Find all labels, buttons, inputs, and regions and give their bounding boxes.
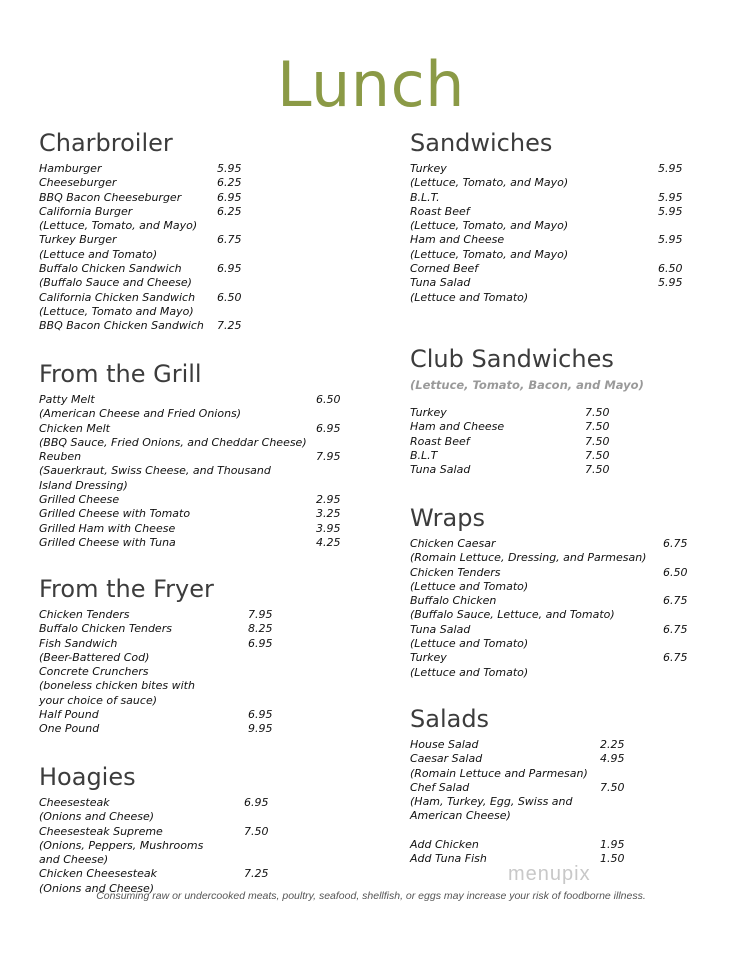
item-name: Roast Beef bbox=[410, 204, 470, 218]
menu-item-description bbox=[39, 464, 359, 478]
item-price: 6.50 bbox=[217, 290, 242, 304]
item-name: (American Cheese and Fried Onions) bbox=[39, 407, 242, 421]
item-name: (Onions and Cheese) bbox=[39, 881, 155, 895]
item-price: 6.95 bbox=[248, 708, 273, 722]
menu-item bbox=[39, 825, 359, 839]
menu-item bbox=[39, 291, 359, 305]
item-price: 6.25 bbox=[217, 176, 242, 190]
menu-item bbox=[410, 406, 710, 420]
item-name: Reuben bbox=[39, 450, 82, 464]
item-name: Add Tuna Fish bbox=[410, 852, 487, 866]
item-name: (Buffalo Sauce and Cheese) bbox=[39, 276, 192, 290]
item-list bbox=[39, 162, 359, 334]
menu-item-description bbox=[410, 176, 710, 190]
menu-item bbox=[39, 233, 359, 247]
item-name: (Onions and Cheese) bbox=[39, 810, 155, 824]
menu-item-description bbox=[39, 679, 359, 693]
item-name: (Lettuce and Tomato) bbox=[410, 579, 529, 593]
menu-item-description bbox=[410, 767, 710, 781]
item-price: 9.95 bbox=[248, 722, 273, 736]
item-price: 6.75 bbox=[663, 594, 688, 608]
item-name: (Lettuce and Tomato) bbox=[410, 637, 529, 651]
item-price: 7.50 bbox=[585, 406, 610, 419]
item-name: California Burger bbox=[39, 204, 133, 218]
section-charbroiler bbox=[39, 128, 359, 334]
page-title: Lunch bbox=[277, 48, 465, 121]
item-name: Chicken Cheesesteak bbox=[39, 867, 157, 881]
menu-item-description bbox=[410, 637, 710, 651]
menu-item bbox=[39, 493, 359, 507]
item-name: Chicken Tenders bbox=[410, 565, 501, 579]
section-heading: From the Fryer bbox=[39, 575, 214, 603]
item-name: (Beer-Battered Cod) bbox=[39, 650, 150, 664]
item-name: Buffalo Chicken bbox=[410, 594, 497, 608]
section-wraps bbox=[410, 503, 710, 680]
menu-item-description bbox=[410, 608, 710, 622]
item-list bbox=[410, 738, 710, 867]
item-name: your choice of sauce) bbox=[39, 693, 157, 707]
menu-item bbox=[39, 522, 359, 536]
item-price: 6.75 bbox=[217, 233, 242, 247]
menu-item bbox=[39, 262, 359, 276]
item-price: 4.25 bbox=[316, 535, 341, 549]
item-name: B.L.T bbox=[410, 448, 438, 462]
item-name: American Cheese) bbox=[410, 809, 511, 823]
menu-item bbox=[410, 435, 710, 449]
item-price: 7.95 bbox=[316, 450, 341, 464]
menu-item bbox=[39, 796, 359, 810]
menu-item-description bbox=[410, 824, 710, 838]
menu-item-description bbox=[39, 305, 359, 319]
menu-item bbox=[410, 233, 710, 247]
item-price: 6.95 bbox=[316, 421, 341, 435]
section-heading: Salads bbox=[410, 705, 490, 733]
menu-item bbox=[39, 205, 359, 219]
item-price: 4.95 bbox=[600, 752, 625, 766]
item-price: 5.95 bbox=[217, 162, 242, 175]
item-name: and Cheese) bbox=[39, 853, 109, 867]
section-heading: Hoagies bbox=[39, 763, 136, 791]
item-name: Corned Beef bbox=[410, 262, 479, 276]
footer-disclaimer: Consuming raw or undercooked meats, poultry, seafood, shellfish, or eggs may increase your risk of foodborne illness. bbox=[96, 890, 646, 902]
menu-item bbox=[39, 422, 359, 436]
item-price: 7.50 bbox=[585, 463, 610, 477]
item-name: Grilled Ham with Cheese bbox=[39, 521, 176, 535]
menu-item bbox=[39, 722, 359, 736]
menu-item-description bbox=[39, 853, 359, 867]
section-sandwiches bbox=[410, 128, 710, 305]
item-name: Grilled Cheese with Tomato bbox=[39, 507, 191, 521]
menu-item-description bbox=[39, 436, 359, 450]
menu-item bbox=[39, 622, 359, 636]
item-name: Fish Sandwich bbox=[39, 636, 118, 650]
item-name: Turkey bbox=[410, 651, 447, 665]
section-hoagies bbox=[39, 762, 359, 896]
item-price: 7.25 bbox=[244, 867, 269, 881]
item-name: Chef Salad bbox=[410, 780, 470, 794]
menu-item bbox=[410, 537, 710, 551]
item-list bbox=[39, 393, 359, 550]
item-price: 6.75 bbox=[663, 622, 688, 636]
item-price: 6.95 bbox=[244, 796, 269, 809]
item-price: 6.75 bbox=[663, 651, 688, 665]
item-name: Tuna Salad bbox=[410, 622, 471, 636]
item-name: Chicken Melt bbox=[39, 421, 110, 435]
item-name: Turkey Burger bbox=[39, 233, 117, 247]
menu-item bbox=[410, 463, 710, 477]
item-name: Buffalo Chicken Tenders bbox=[39, 622, 172, 636]
menu-item bbox=[410, 781, 710, 795]
item-price: 5.95 bbox=[658, 276, 683, 290]
section-salads bbox=[410, 704, 710, 867]
item-name: BBQ Bacon Chicken Sandwich bbox=[39, 319, 204, 333]
item-name: Turkey bbox=[410, 162, 447, 175]
item-list bbox=[410, 162, 710, 305]
item-price: 6.95 bbox=[217, 190, 242, 204]
menu-item bbox=[410, 838, 710, 852]
section-grill bbox=[39, 359, 359, 550]
item-name: House Salad bbox=[410, 738, 479, 751]
item-price: 6.50 bbox=[658, 262, 683, 276]
menu-item-description bbox=[410, 291, 710, 305]
item-name: Cheesesteak bbox=[39, 796, 110, 809]
menu-item bbox=[410, 191, 710, 205]
item-price: 7.50 bbox=[600, 780, 625, 794]
menu-item-description bbox=[410, 219, 710, 233]
menu-item-description bbox=[410, 809, 710, 823]
item-name: (Romain Lettuce and Parmesan) bbox=[410, 766, 588, 780]
item-name: (Romain Lettuce, Dressing, and Parmesan) bbox=[410, 551, 647, 565]
item-price: 6.95 bbox=[248, 636, 273, 650]
item-name: (BBQ Sauce, Fried Onions, and Cheddar Cheese) bbox=[39, 435, 307, 449]
menu-item-description bbox=[39, 479, 359, 493]
item-name: B.L.T. bbox=[410, 190, 440, 204]
item-name: Add Chicken bbox=[410, 838, 479, 852]
menu-item-description bbox=[410, 248, 710, 262]
section-note: (Lettuce, Tomato, Bacon, and Mayo) bbox=[410, 378, 644, 392]
item-name: Cheesesteak Supreme bbox=[39, 824, 163, 838]
item-name: Tuna Salad bbox=[410, 276, 471, 290]
section-fryer bbox=[39, 574, 359, 737]
item-name: (Lettuce, Tomato, and Mayo) bbox=[410, 176, 569, 190]
item-list bbox=[39, 796, 359, 896]
menu-item-description bbox=[39, 219, 359, 233]
item-name: Chicken Caesar bbox=[410, 537, 496, 550]
item-price: 6.75 bbox=[663, 537, 688, 550]
menu-item-description bbox=[39, 248, 359, 262]
menu-item bbox=[410, 162, 710, 176]
item-name: (Lettuce, Tomato, and Mayo) bbox=[410, 247, 569, 261]
item-price: 7.50 bbox=[585, 434, 610, 448]
menu-item bbox=[410, 566, 710, 580]
item-price: 5.95 bbox=[658, 204, 683, 218]
item-price: 8.25 bbox=[248, 622, 273, 636]
item-price: 3.95 bbox=[316, 521, 341, 535]
item-name: (Lettuce and Tomato) bbox=[39, 247, 158, 261]
item-price: 7.50 bbox=[244, 824, 269, 838]
item-name: (Buffalo Sauce, Lettuce, and Tomato) bbox=[410, 608, 615, 622]
item-price: 6.50 bbox=[663, 565, 688, 579]
menu-item bbox=[39, 162, 359, 176]
menu-item bbox=[410, 449, 710, 463]
item-price: 5.95 bbox=[658, 162, 683, 175]
watermark: menupix bbox=[508, 863, 591, 885]
item-name: (Ham, Turkey, Egg, Swiss and bbox=[410, 795, 573, 809]
item-price: 5.95 bbox=[658, 233, 683, 247]
item-name: (Sauerkraut, Swiss Cheese, and Thousand bbox=[39, 464, 271, 478]
section-heading: Wraps bbox=[410, 504, 485, 532]
item-name: Grilled Cheese with Tuna bbox=[39, 535, 176, 549]
item-name: (Lettuce, Tomato, and Mayo) bbox=[39, 219, 198, 233]
item-name: (Lettuce and Tomato) bbox=[410, 290, 529, 304]
item-name: Grilled Cheese bbox=[39, 493, 120, 507]
item-price: 2.25 bbox=[600, 738, 625, 751]
menu-item-description bbox=[410, 580, 710, 594]
menu-item bbox=[410, 276, 710, 290]
menu-item bbox=[39, 191, 359, 205]
item-price: 5.95 bbox=[658, 190, 683, 204]
item-name: California Chicken Sandwich bbox=[39, 290, 196, 304]
item-price: 7.50 bbox=[585, 448, 610, 462]
item-name: One Pound bbox=[39, 722, 100, 736]
item-name: Ham and Cheese bbox=[410, 420, 505, 434]
menu-item-description bbox=[410, 666, 710, 680]
item-name: Caesar Salad bbox=[410, 752, 483, 766]
item-price: 6.95 bbox=[217, 262, 242, 276]
menu-item bbox=[39, 637, 359, 651]
item-list bbox=[410, 406, 710, 477]
item-price: 6.50 bbox=[316, 393, 341, 406]
menu-item bbox=[39, 507, 359, 521]
menu-item-description bbox=[410, 551, 710, 565]
item-name: Turkey bbox=[410, 406, 447, 419]
menu-item bbox=[410, 594, 710, 608]
item-name: Roast Beef bbox=[410, 434, 470, 448]
menu-item-description bbox=[39, 407, 359, 421]
menu-item bbox=[39, 450, 359, 464]
item-name: (boneless chicken bites with bbox=[39, 679, 195, 693]
item-price: 7.95 bbox=[248, 608, 273, 621]
menu-item bbox=[39, 608, 359, 622]
menu-item bbox=[410, 205, 710, 219]
item-price: 3.25 bbox=[316, 507, 341, 521]
menu-item-description bbox=[410, 795, 710, 809]
section-club bbox=[410, 344, 710, 477]
menu-item bbox=[39, 393, 359, 407]
section-heading: Charbroiler bbox=[39, 129, 173, 157]
item-name: (Onions, Peppers, Mushrooms bbox=[39, 838, 204, 852]
menu-item-description bbox=[39, 839, 359, 853]
item-price: 1.95 bbox=[600, 838, 625, 852]
item-list bbox=[410, 537, 710, 680]
menu-item bbox=[410, 420, 710, 434]
item-name: Buffalo Chicken Sandwich bbox=[39, 262, 182, 276]
menu-item bbox=[39, 867, 359, 881]
item-name: Ham and Cheese bbox=[410, 233, 505, 247]
item-name: Hamburger bbox=[39, 162, 102, 175]
menu-item-description bbox=[39, 810, 359, 824]
item-name: Chicken Tenders bbox=[39, 608, 130, 621]
item-name: (Lettuce and Tomato) bbox=[410, 665, 529, 679]
menu-item bbox=[39, 708, 359, 722]
item-name: Island Dressing) bbox=[39, 478, 128, 492]
item-price: 7.50 bbox=[585, 420, 610, 434]
menu-item bbox=[39, 319, 359, 333]
section-heading: From the Grill bbox=[39, 360, 202, 388]
menu-item bbox=[39, 176, 359, 190]
item-name: (Lettuce, Tomato, and Mayo) bbox=[410, 219, 569, 233]
menu-item-description bbox=[39, 694, 359, 708]
item-price: 6.25 bbox=[217, 204, 242, 218]
section-heading: Sandwiches bbox=[410, 129, 553, 157]
item-name: Cheeseburger bbox=[39, 176, 117, 190]
item-price: 7.25 bbox=[217, 319, 242, 333]
item-name: Concrete Crunchers bbox=[39, 665, 149, 679]
menu-item-description bbox=[39, 665, 359, 679]
item-name: Patty Melt bbox=[39, 393, 95, 406]
menu-item-description bbox=[39, 276, 359, 290]
item-name: Tuna Salad bbox=[410, 463, 471, 477]
item-name: (Lettuce, Tomato and Mayo) bbox=[39, 304, 194, 318]
item-name: BBQ Bacon Cheeseburger bbox=[39, 190, 182, 204]
menu-item bbox=[410, 651, 710, 665]
item-list bbox=[39, 608, 359, 737]
menu-item-description bbox=[39, 651, 359, 665]
menu-item bbox=[410, 623, 710, 637]
item-name: Half Pound bbox=[39, 708, 99, 722]
section-heading: Club Sandwiches bbox=[410, 345, 614, 373]
item-price: 1.50 bbox=[600, 852, 625, 866]
menu-item bbox=[410, 738, 710, 752]
menu-item bbox=[410, 752, 710, 766]
menu-item bbox=[410, 262, 710, 276]
item-price: 2.95 bbox=[316, 493, 341, 507]
menu-item bbox=[39, 536, 359, 550]
